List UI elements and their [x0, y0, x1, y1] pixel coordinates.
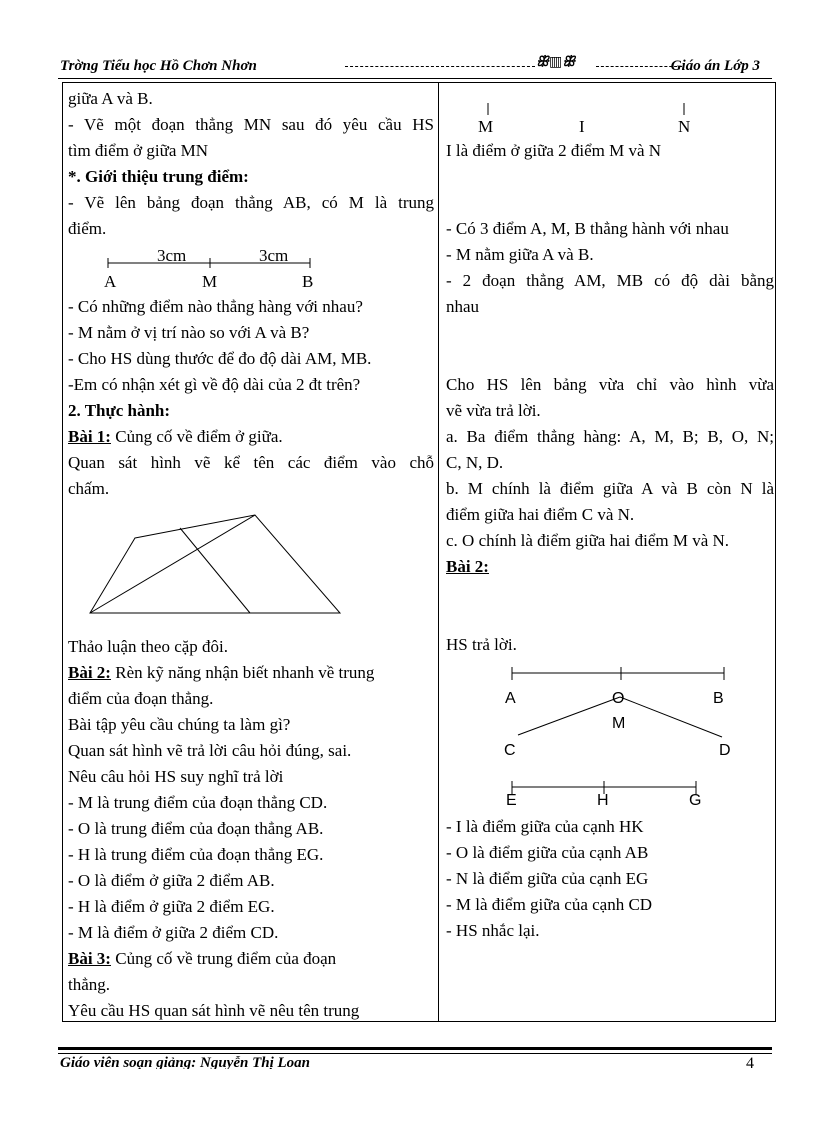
label-e: E — [506, 792, 517, 809]
text-line: điểm giữa hai điểm C và N. — [446, 505, 635, 524]
text-line: - M nằm giữa A và B. — [446, 245, 594, 264]
text-line: HS trả lời. — [446, 635, 517, 654]
text-line: Quan sát hình vẽ trả lời câu hỏi đúng, sai. — [68, 741, 352, 760]
label-a: A — [505, 690, 516, 707]
label-c: C — [504, 742, 516, 759]
text-line: C, N, D. — [446, 453, 504, 472]
exercise-2-text: Rèn kỹ năng nhận biết nhanh về trung — [110, 663, 375, 682]
label-b: B — [713, 690, 724, 707]
student-activities-column — [446, 86, 774, 944]
text-line: I là điểm ở giữa 2 điểm M và N — [446, 141, 662, 160]
text-line: - Cho HS dùng thước để đo độ dài AM, MB. — [68, 349, 372, 368]
lesson-plan-title: Giáo án Lớp 3 — [670, 58, 760, 74]
label-d: D — [719, 742, 731, 759]
section-heading: *. Giới thiệu trung điểm: — [68, 167, 249, 186]
text-line: thẳng. — [68, 975, 111, 994]
point-m-label-right: M — [478, 117, 494, 136]
point-m-label: M — [202, 272, 218, 291]
label-g: G — [689, 792, 702, 809]
text-line: giữa A và B. — [68, 89, 153, 108]
text-line: - M là điểm giữa của cạnh CD — [446, 895, 653, 914]
text-line: chấm. — [68, 479, 110, 498]
text-line: - H là trung điểm của đoạn thẳng EG. — [68, 845, 324, 864]
text-line: tìm điểm ở giữa MN — [68, 141, 209, 160]
text-line: vẽ vừa trả lời. — [446, 401, 541, 420]
point-a-label: A — [104, 272, 117, 291]
point-i-label-right: I — [579, 117, 585, 136]
mn-figure-space — [446, 86, 774, 138]
text-line: - Có 3 điểm A, M, B thẳng hành với nhau — [446, 219, 729, 238]
exercise-3-text: Củng cố về trung điểm của đoạn — [110, 949, 337, 968]
text-line: - Vẽ lên bảng đoạn thẳng AB, có M là trung — [68, 193, 434, 212]
text-line: Bài tập yêu cầu chúng ta làm gì? — [68, 715, 291, 734]
text-line: - Vẽ một đoạn thẳng MN sau đó yêu cầu HS — [68, 115, 434, 134]
text-line: - Có những điểm nào thẳng hàng với nhau? — [68, 297, 363, 316]
text-line: - N là điểm giữa của cạnh EG — [446, 869, 649, 888]
text-line: - O là điểm ở giữa 2 điểm AB. — [68, 871, 275, 890]
text-line: Nêu câu hỏi HS suy nghĩ trả lời — [68, 767, 284, 786]
text-line: Yêu cầu HS quan sát hình vẽ nêu tên trung — [68, 1001, 360, 1020]
label-m: M — [612, 715, 626, 732]
text-line: - O là trung điểm của đoạn thẳng AB. — [68, 819, 324, 838]
exercise-2-label: Bài 2: — [68, 663, 111, 682]
text-line: - M nằm ở vị trí nào so với A và B? — [68, 323, 310, 342]
text-line: - M là trung điểm của đoạn thẳng CD. — [68, 793, 328, 812]
text-line: điểm. — [68, 219, 107, 238]
point-b-label: B — [302, 272, 314, 291]
text-line: b. M chính là điểm giữa A và B còn N là — [446, 479, 774, 498]
text-line: - I là điểm giữa của cạnh HK — [446, 817, 644, 836]
exercise-2-label-right: Bài 2: — [446, 557, 489, 576]
text-line: a. Ba điểm thẳng hàng: A, M, B; B, O, N; — [446, 427, 774, 446]
point-n-label-right: N — [678, 117, 691, 136]
school-name: Trờng Tiểu học Hồ Chơn Nhơn — [60, 58, 257, 74]
footer-rule-thick — [58, 1047, 772, 1050]
text-line: Thảo luận theo cặp đôi. — [68, 637, 229, 656]
exercise-2-figure-space — [446, 658, 774, 814]
text-line: - O là điểm giữa của cạnh AB — [446, 843, 649, 862]
text-line: Quan sát hình vẽ kể tên các điểm vào chỗ — [68, 453, 434, 472]
section-heading: 2. Thực hành: — [68, 401, 171, 420]
text-line: - 2 đoạn thẳng AM, MB có độ dài bằng — [446, 271, 774, 290]
text-line: nhau — [446, 297, 480, 316]
text-line: - M là điểm ở giữa 2 điểm CD. — [68, 923, 279, 942]
exercise-1-text: Củng cố về điểm ở giữa. — [110, 427, 283, 446]
teacher-name: Giáo viên soạn giảng: Nguyễn Thị Loan — [60, 1055, 311, 1069]
footer-rule-thin — [58, 1053, 772, 1054]
text-line: -Em có nhận xét gì về độ dài của 2 đt trên? — [68, 375, 361, 394]
exercise-3-label: Bài 3: — [68, 949, 111, 968]
text-line: c. O chính là điểm giữa hai điểm M và N. — [446, 531, 730, 550]
page-number: 4 — [746, 1055, 754, 1072]
label-3cm-right: 3cm — [259, 246, 289, 265]
text-line: - HS nhắc lại. — [446, 921, 540, 940]
text-line: điểm của đoạn thẳng. — [68, 689, 214, 708]
blank-space — [446, 164, 774, 216]
label-3cm-left: 3cm — [157, 246, 187, 265]
text-line: - H là điểm ở giữa 2 điểm EG. — [68, 897, 275, 916]
exercise-1-label: Bài 1: — [68, 427, 111, 446]
blank-space — [446, 320, 774, 372]
label-o: O — [612, 690, 625, 707]
label-h: H — [597, 792, 609, 809]
text-line: Cho HS lên bảng vừa chỉ vào hình vừa — [446, 375, 774, 394]
ornament-icon: ꕥ▥ꕥ — [536, 55, 576, 70]
blank-space — [446, 580, 774, 632]
